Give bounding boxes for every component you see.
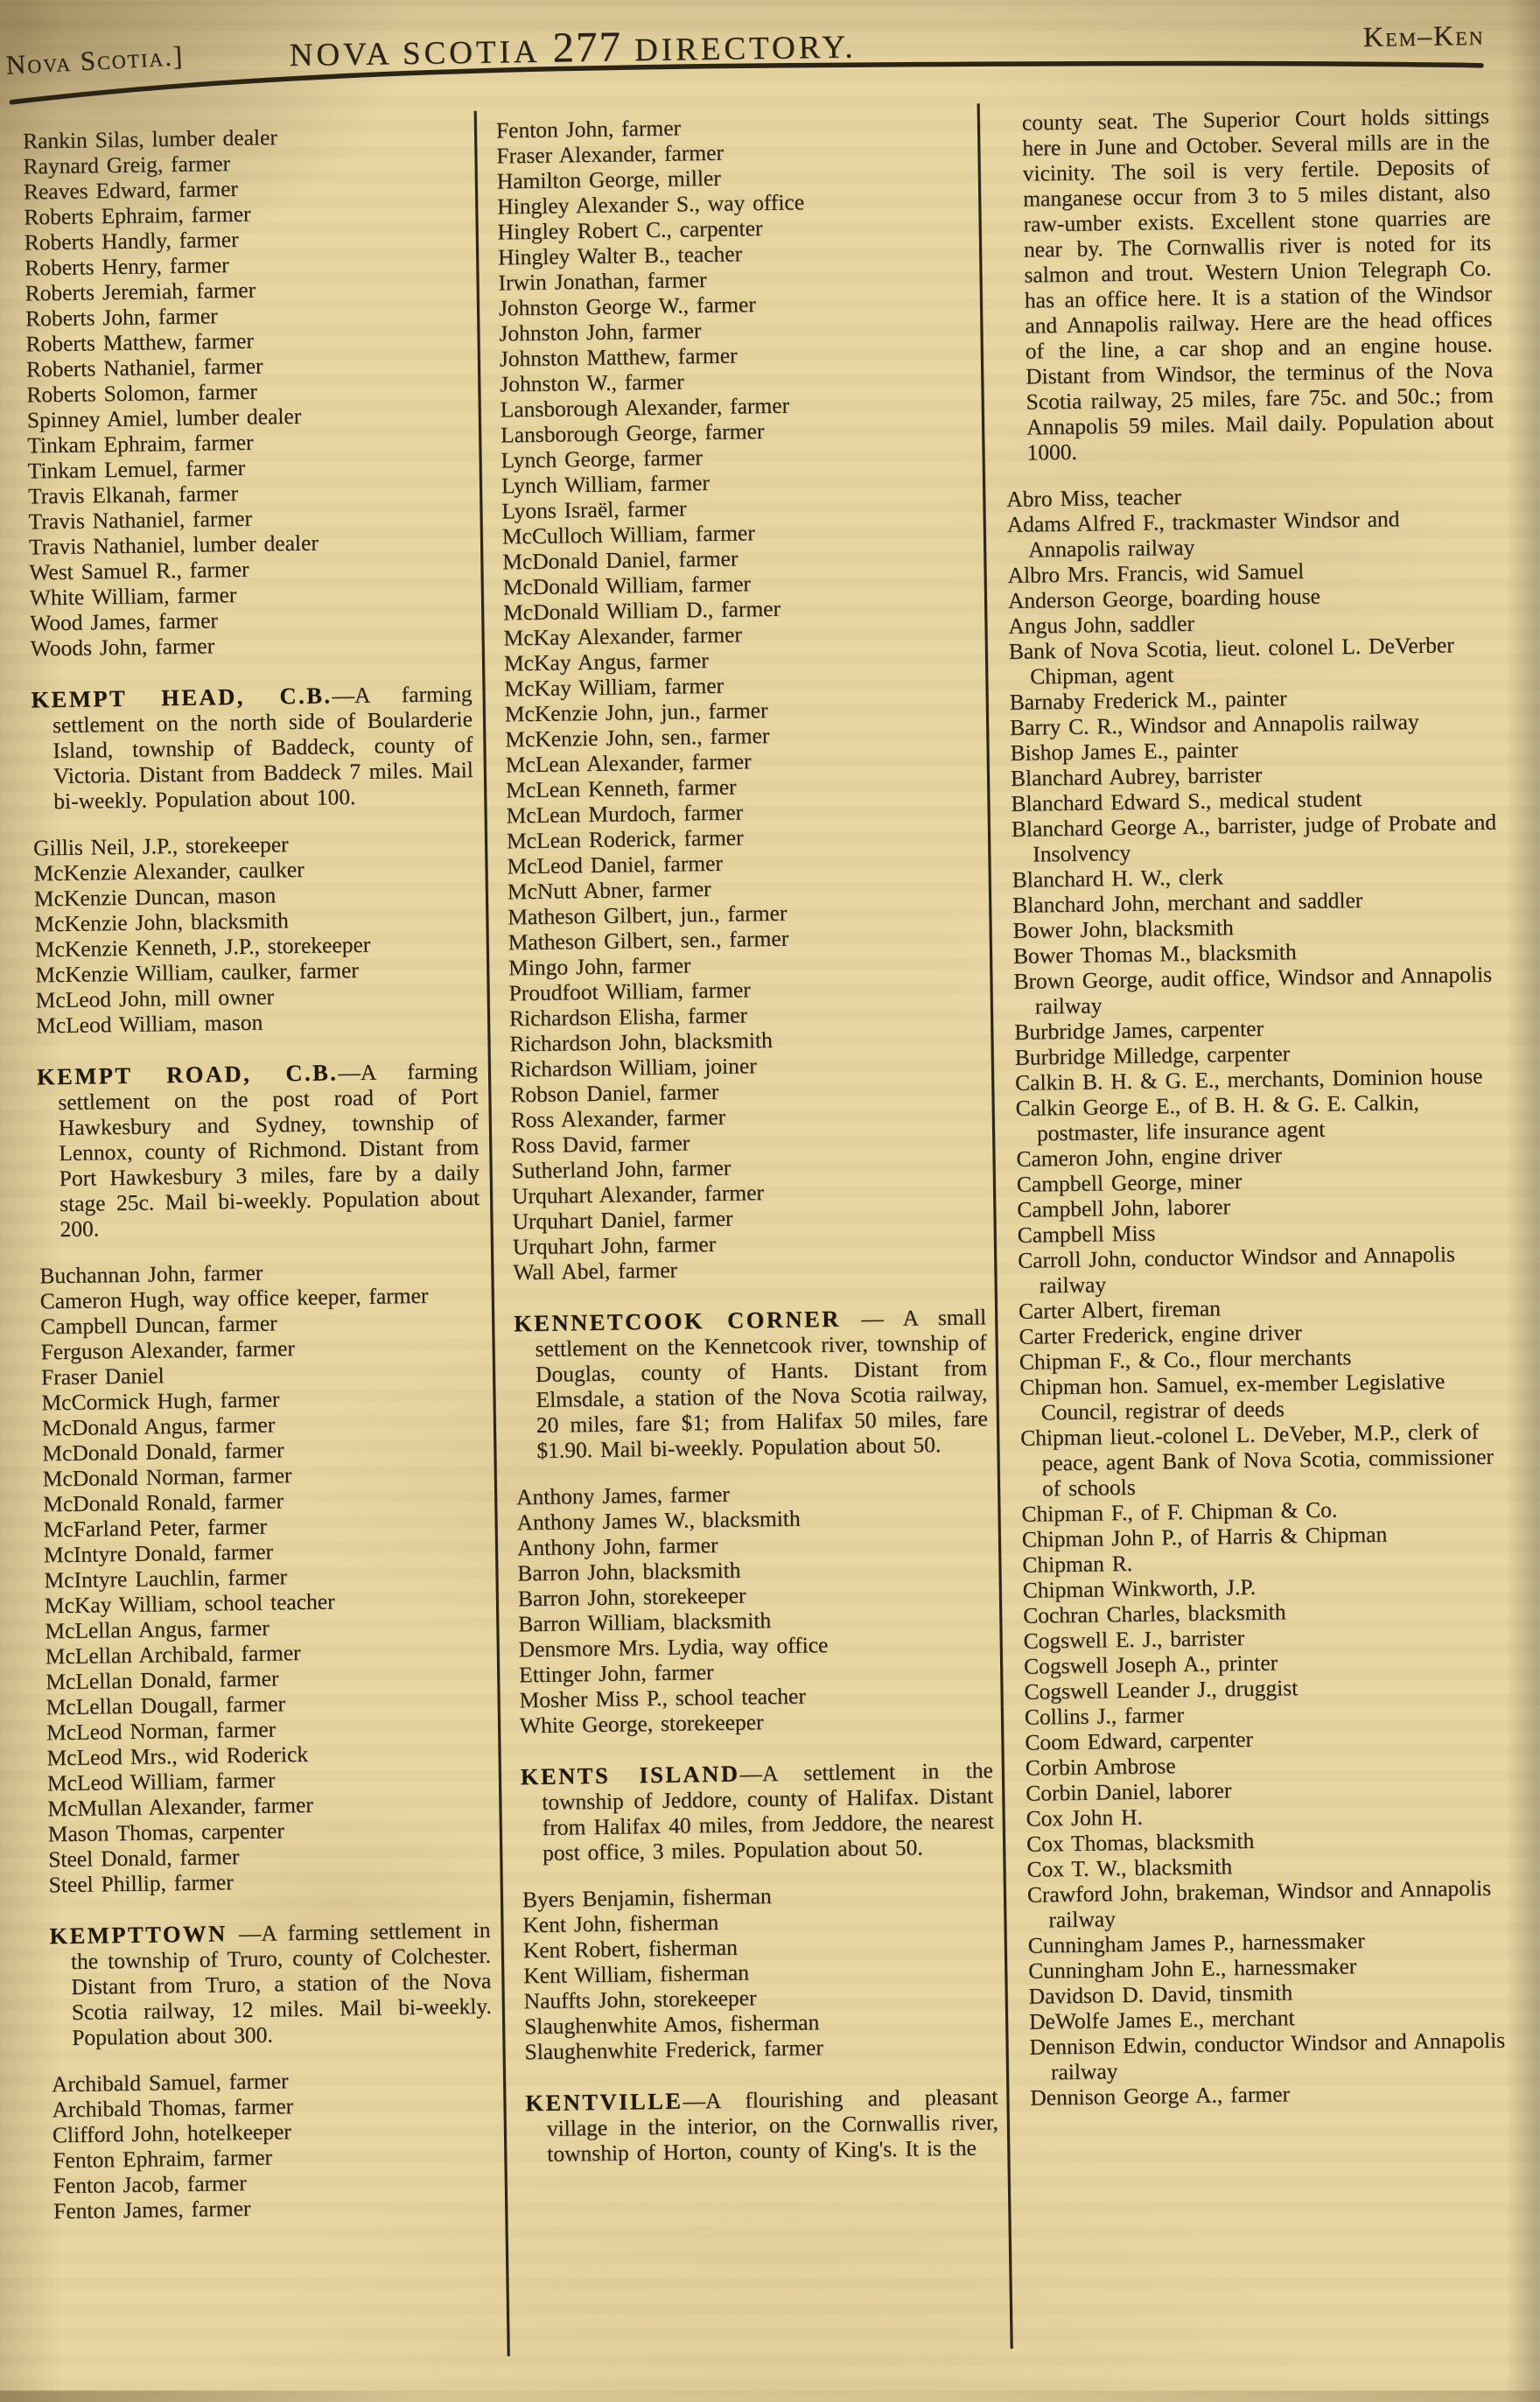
directory-entry: Abro Miss, teacher — [1006, 483, 1182, 512]
directory-entry: Barron John, storekeeper — [517, 1582, 746, 1612]
directory-entry: Hingley Walter B., teacher — [497, 241, 743, 270]
directory-entry: Blanchard Aubrey, barrister — [1010, 761, 1263, 791]
directory-entry: Proudfoot William, farmer — [508, 977, 751, 1006]
directory-entry: McKenzie William, caulker, farmer — [35, 956, 360, 988]
entry-list — [52, 2065, 495, 2223]
directory-entry: Cox T. W., blacksmith — [1026, 1853, 1233, 1882]
directory-entry: Crawford John, brakeman, Windsor and Annapolis railway — [1026, 1874, 1492, 1933]
directory-entry: Kent William, fisherman — [523, 1959, 750, 1989]
settlement-heading: KEMPT HEAD, C.B. — [31, 682, 332, 713]
directory-entry: McLellan Donald, farmer — [45, 1665, 279, 1695]
directory-entry: Burbridge Milledge, carpenter — [1014, 1040, 1291, 1070]
directory-entry: Slaughenwhite Amos, fisherman — [523, 2009, 820, 2040]
directory-entry: Collins J., farmer — [1024, 1702, 1185, 1730]
directory-entry: Barron William, blacksmith — [518, 1607, 772, 1637]
directory-entry: Nauffts John, storekeeper — [523, 1985, 757, 2014]
directory-entry: Spinney Amiel, lumber dealer — [26, 403, 302, 433]
directory-entry: Blanchard H. W., clerk — [1012, 864, 1224, 893]
directory-entry: Corbin Ambrose — [1025, 1753, 1176, 1781]
directory-entry: Bank of Nova Scotia, lieut. colonel L. DeVerber Chipman, agent — [1008, 632, 1454, 690]
directory-entry: Anderson George, boarding house — [1007, 583, 1321, 613]
column-2 — [477, 100, 1011, 2368]
directory-entry: Roberts Ephraim, farmer — [24, 200, 251, 230]
directory-entry: Fenton James, farmer — [52, 2195, 251, 2224]
directory-entry: Cochran Charles, blacksmith — [1022, 1599, 1286, 1628]
directory-entry: Archibald Thomas, farmer — [52, 2093, 294, 2123]
directory-entry: Archibald Samuel, farmer — [51, 2068, 289, 2097]
directory-entry: Cunningham James P., harnessmaker — [1027, 1928, 1365, 1958]
directory-entry: Chipman R. — [1022, 1550, 1133, 1578]
settlement-section — [521, 1757, 995, 1866]
directory-entry: Anthony James W., blacksmith — [516, 1505, 801, 1536]
directory-entry: Steel Phillip, farmer — [48, 1869, 234, 1898]
heading-dash: — — [332, 683, 355, 709]
directory-entry: McKay William, school teacher — [44, 1588, 335, 1619]
directory-entry: McFarland Peter, farmer — [43, 1513, 268, 1543]
directory-entry: McKenzie Alexander, caulker — [33, 856, 304, 886]
directory-entry: Johnston Matthew, farmer — [499, 342, 738, 372]
entry-list — [522, 1880, 998, 2064]
directory-entry: Campbell John, laborer — [1017, 1194, 1231, 1222]
directory-entry: Calkin George E., of B. H. & G. E. Calkin, postmaster, life insurance agent — [1015, 1089, 1419, 1146]
directory-entry: Cunningham John E., harnessmaker — [1028, 1953, 1357, 1984]
directory-entry: Anthony James, farmer — [515, 1481, 730, 1510]
directory-entry: Wood James, farmer — [30, 607, 219, 636]
directory-entry: McDonald Ronald, farmer — [42, 1488, 284, 1517]
running-title-right: Kem–Ken — [1362, 18, 1485, 53]
directory-entry: McDonald Angus, farmer — [41, 1411, 276, 1441]
settlement-description: A farming settlement on the post road of Port Hawkesbury and Sydney, township of Lennox, county of Richmond. Distant from Port Hawkesbury 3 miles, fare by a daily stage 25c. Mail bi-weekly. Population about 200. — [58, 1057, 480, 1243]
directory-entry: McDonald William D., farmer — [502, 595, 781, 626]
directory-entry: Brown George, audit office, Windsor and Annapolis railway — [1013, 961, 1493, 1019]
directory-entry: Blanchard George A., barrister, judge of Probate and Insolvency — [1011, 809, 1497, 867]
directory-entry: Barron John, blacksmith — [517, 1557, 741, 1586]
directory-entry: Johnston W., farmer — [500, 368, 684, 397]
settlement-section — [525, 2083, 998, 2167]
directory-entry: Wall Abel, farmer — [513, 1257, 678, 1285]
directory-entry: Clifford John, hotelkeeper — [52, 2118, 292, 2148]
directory-entry: Chipman John P., of Harris & Chipman — [1021, 1521, 1388, 1552]
directory-entry: Fenton Ephraim, farmer — [52, 2144, 273, 2174]
directory-entry: Johnston John, farmer — [499, 318, 702, 347]
directory-entry: Angus John, saddler — [1008, 610, 1195, 639]
directory-entry: Cox John H. — [1026, 1803, 1144, 1831]
directory-entry: Kent John, fisherman — [522, 1908, 719, 1938]
directory-entry: Burbridge James, carpenter — [1014, 1015, 1264, 1045]
settlement-heading: KENTS ISLAND — [520, 1760, 740, 1790]
directory-entry: DeWolfe James E., merchant — [1028, 2005, 1295, 2034]
directory-entry: Bower John, blacksmith — [1012, 914, 1234, 943]
directory-entry: Irwin Jonathan, farmer — [498, 266, 707, 296]
directory-entry: McKenzie Duncan, mason — [33, 882, 276, 912]
directory-entry: McLeod William, mason — [35, 1009, 263, 1039]
directory-entry: Richardson William, joiner — [509, 1053, 757, 1082]
directory-entry: White George, storekeeper — [519, 1709, 764, 1739]
directory-entry: Hamilton George, miller — [496, 165, 721, 194]
settlement-description: A settlement in the township of Jeddore, county of Halifax. Distant from Halifax 40 miles, from Jeddore, the nearest post office, 3 miles. Population about 50. — [542, 1757, 994, 1866]
directory-entry: McKay Alexander, farmer — [503, 621, 743, 651]
directory-entry: Fenton John, farmer — [495, 115, 682, 144]
directory-entry: Mosher Miss P., school teacher — [519, 1683, 807, 1713]
directory-entry: Cogswell E. J., barrister — [1023, 1625, 1245, 1654]
heading-dash: — — [227, 1920, 262, 1947]
directory-entry: Cox Thomas, blacksmith — [1026, 1827, 1255, 1857]
directory-entry: McDonald William, farmer — [502, 571, 752, 600]
directory-entry: Matheson Gilbert, sen., farmer — [508, 925, 789, 956]
entry-list — [23, 122, 472, 661]
directory-entry: Travis Nathaniel, lumber dealer — [28, 529, 319, 560]
directory-entry: Johnston George W., farmer — [498, 291, 757, 321]
directory-entry: Hingley Robert C., carpenter — [497, 215, 763, 245]
settlement-description: A small settlement on the Kennetcook river, township of Douglas, county of Hants. Distant from Elmsdale, a station of the Nova Scotia railway, 20 miles, fare $1; from Halifax 50 miles, fare $1.90. Mail bi-weekly. Population about 50. — [535, 1304, 989, 1464]
directory-entry: Fenton Jacob, farmer — [52, 2170, 247, 2199]
directory-entry: Ferguson Alexander, farmer — [40, 1335, 296, 1365]
directory-entry: Albro Mrs. Francis, wid Samuel — [1007, 557, 1305, 588]
directory-entry: Lyons Israël, farmer — [501, 495, 687, 524]
directory-entry: McKenzie Kenneth, J.P., storekeeper — [34, 931, 371, 963]
directory-entry: Adams Alfred F., trackmaster Windsor and Annapolis railway — [1006, 506, 1400, 563]
directory-entry: Roberts Henry, farmer — [24, 252, 229, 281]
directory-entry: McKay Angus, farmer — [503, 648, 709, 676]
directory-entry: McKenzie John, sen., farmer — [505, 722, 770, 753]
directory-entry: Tinkam Lemuel, farmer — [27, 454, 246, 484]
directory-entry: Corbin Daniel, laborer — [1026, 1777, 1232, 1806]
settlement-description: A farming settlement in the township of Truro, county of Colchester. Distant from Truro, a station of the Nova Scotia railway, 12 miles. Mail bi-weekly. Population about 300. — [70, 1916, 492, 2050]
directory-entry: Roberts Jeremiah, farmer — [24, 277, 256, 306]
directory-entry: Rankin Silas, lumber dealer — [22, 124, 278, 154]
directory-entry: McLean Roderick, farmer — [506, 824, 744, 854]
directory-entry: Tinkam Ephraim, farmer — [27, 429, 254, 459]
directory-entry: Ross David, farmer — [510, 1130, 690, 1159]
directory-entry: Cameron John, engine driver — [1016, 1142, 1283, 1172]
directory-entry: McMullan Alexander, farmer — [47, 1791, 314, 1822]
directory-entry: McKenzie John, blacksmith — [34, 907, 289, 937]
directory-entry: Kent Robert, fisherman — [522, 1934, 738, 1964]
settlement-section — [31, 681, 473, 814]
entry-list — [1006, 480, 1518, 2111]
directory-entry: Chipman lieut.-colonel L. DeVeber, M.P., clerk of peace, agent Bank of Nova Scotia, commissioner of schools — [1019, 1418, 1494, 1502]
directory-entry: Roberts Nathaniel, farmer — [25, 353, 263, 382]
directory-entry: Cameron Hugh, way office keeper, farmer — [39, 1282, 429, 1314]
directory-entry: Dennison George A., farmer — [1030, 2081, 1291, 2111]
directory-entry: Matheson Gilbert, jun., farmer — [508, 900, 788, 930]
directory-entry: McLeod Daniel, farmer — [507, 850, 724, 879]
settlement-description: A flourishing and pleasant village in the interior, on the Cornwallis river, township of Horton, county of King's. It is the — [546, 2083, 999, 2167]
directory-entry: Cogswell Leander J., druggist — [1024, 1675, 1298, 1705]
directory-entry: McLean Alexander, farmer — [505, 748, 752, 778]
directory-entry: McLeod Mrs., wid Roderick — [46, 1740, 309, 1771]
directory-entry: McLeod John, mill owner — [35, 984, 275, 1013]
settlement-heading: KENTVILLE — [525, 2087, 683, 2117]
title-left-text: NOVA SCOTIA — [289, 33, 541, 74]
directory-entry: McLeod William, farmer — [46, 1767, 276, 1796]
directory-entry: Carter Albert, fireman — [1018, 1295, 1222, 1324]
directory-entry: Robson Daniel, farmer — [510, 1078, 719, 1108]
directory-entry: Coom Edward, carpenter — [1025, 1726, 1254, 1755]
settlement-description: A farming settlement on the north side of Boularderie Island, township of Baddeck, county of Victoria. Distant from Baddeck 7 miles. Mail bi-weekly. Population about 100. — [52, 681, 474, 815]
entry-list — [516, 1477, 992, 1738]
directory-entry: Travis Nathaniel, farmer — [28, 505, 253, 535]
heading-dash: — — [739, 1761, 763, 1787]
directory-entry: Cogswell Joseph A., printer — [1023, 1649, 1278, 1679]
directory-entry: Byers Benjamin, fisherman — [522, 1883, 772, 1913]
entry-list — [33, 829, 477, 1038]
directory-entry: Roberts John, farmer — [24, 303, 218, 332]
directory-entry: Travis Elkanah, farmer — [27, 480, 239, 509]
directory-entry: McCormick Hugh, farmer — [41, 1386, 280, 1416]
directory-entry: McDonald Norman, farmer — [42, 1462, 292, 1492]
settlement-heading: KEMPTTOWN — [49, 1920, 228, 1950]
directory-entry: Lansborough Alexander, farmer — [500, 392, 790, 423]
entry-list — [496, 111, 986, 1285]
directory-entry: Chipman Winkworth, J.P. — [1022, 1573, 1256, 1603]
directory-entry: Mason Thomas, carpenter — [47, 1817, 285, 1847]
heading-dash: — — [840, 1305, 903, 1332]
column-1 — [0, 108, 508, 2376]
directory-entry: McNutt Abner, farmer — [507, 875, 711, 905]
directory-entry: White William, farmer — [29, 582, 237, 611]
directory-entry: Bower Thomas M., blacksmith — [1012, 939, 1297, 969]
directory-entry: Barry C. R., Windsor and Annapolis railway — [1009, 708, 1419, 740]
directory-entry: McLeod Norman, farmer — [46, 1716, 276, 1746]
directory-entry: Campbell Miss — [1017, 1220, 1156, 1248]
directory-entry: West Samuel R., farmer — [29, 556, 249, 585]
directory-entry: McLellan Archibald, farmer — [45, 1640, 301, 1670]
directory-entry: Chipman F., & Co., flour merchants — [1018, 1344, 1352, 1375]
directory-entry: Campbell George, miner — [1016, 1168, 1242, 1197]
directory-entry: Richardson Elisha, farmer — [508, 1002, 748, 1032]
directory-entry: Reaves Edward, farmer — [23, 175, 239, 205]
directory-entry: Fraser Alexander, farmer — [496, 139, 724, 169]
directory-entry: McLellan Angus, farmer — [45, 1614, 270, 1644]
settlement-section — [49, 1917, 492, 2050]
directory-entry: Anthony John, farmer — [516, 1531, 718, 1561]
directory-entry: McDonald Donald, farmer — [42, 1437, 284, 1467]
directory-entry: Ettinger John, farmer — [518, 1659, 714, 1688]
directory-entry: Calkin B. H. & G. E., merchants, Dominion house — [1014, 1062, 1483, 1096]
directory-entry: McLean Murdoch, farmer — [506, 799, 744, 829]
directory-entry: McKay William, farmer — [504, 672, 724, 702]
running-title-left: Nova Scotia.] — [4, 39, 185, 81]
directory-entry: McDonald Daniel, farmer — [502, 545, 738, 575]
directory-entry: Chipman F., of F. Chipman & Co. — [1021, 1496, 1338, 1527]
directory-entry: Roberts Solomon, farmer — [26, 378, 258, 408]
directory-entry: Hingley Alexander S., way office — [497, 189, 805, 220]
directory-entry: Urquhart John, farmer — [512, 1230, 717, 1260]
directory-entry: Blanchard Edward S., medical student — [1011, 785, 1362, 816]
directory-entry: Campbell Duncan, farmer — [39, 1310, 277, 1340]
directory-entry: Steel Donald, farmer — [48, 1844, 240, 1873]
directory-entry: Lansborough George, farmer — [500, 418, 765, 448]
directory-entry: Richardson John, blacksmith — [509, 1026, 773, 1057]
directory-entry: Davidson D. David, tinsmith — [1028, 1979, 1293, 2009]
directory-entry: Ross Alexander, farmer — [510, 1103, 726, 1133]
directory-entry: Mingo John, farmer — [508, 952, 691, 981]
directory-entry: Lynch William, farmer — [500, 469, 710, 499]
settlement-heading: KEMPT ROAD, C.B. — [36, 1059, 339, 1090]
heading-dash: — — [338, 1059, 361, 1086]
directory-entry: Chipman hon. Samuel, ex-member Legislative Council, registrar of deeds — [1019, 1368, 1446, 1425]
directory-entry: Urquhart Alexander, farmer — [511, 1180, 765, 1209]
directory-entry: McCulloch William, farmer — [501, 520, 755, 550]
directory-entry: McIntyre Lauchlin, farmer — [44, 1564, 288, 1593]
column-3 — [980, 92, 1540, 2361]
entry-list — [39, 1257, 490, 1897]
directory-entry: Raynard Greig, farmer — [23, 151, 231, 179]
directory-entry: Bishop James E., painter — [1010, 737, 1239, 766]
directory-entry: Carroll John, conductor Windsor and Annapolis railway — [1017, 1241, 1456, 1299]
columns-area — [0, 92, 1540, 2376]
directory-entry: Woods John, farmer — [30, 633, 215, 662]
directory-entry: Dennison Edwin, conductor Windsor and Annapolis railway — [1029, 2027, 1506, 2085]
title-right-text: DIRECTORY. — [634, 29, 857, 69]
settlement-heading: KENNETCOOK CORNER — [513, 1305, 842, 1337]
directory-entry: Fraser Daniel — [40, 1362, 164, 1390]
directory-entry: Carter Frederick, engine driver — [1018, 1320, 1302, 1349]
directory-entry: McLellan Dougall, farmer — [46, 1691, 286, 1720]
directory-entry: Blanchard John, merchant and saddler — [1012, 886, 1363, 918]
directory-entry: Roberts Matthew, farmer — [25, 327, 255, 357]
page-number: 277 — [552, 22, 623, 72]
directory-entry: Urquhart Daniel, farmer — [512, 1205, 733, 1235]
directory-entry: Densmore Mrs. Lydia, way office — [518, 1632, 829, 1663]
directory-entry: McKenzie John, jun., farmer — [504, 697, 768, 727]
settlement-section — [37, 1058, 480, 1242]
directory-entry: McIntyre Donald, farmer — [43, 1538, 274, 1568]
heading-dash: — — [682, 2088, 706, 2114]
directory-entry: Slaughenwhite Frederick, farmer — [524, 2034, 824, 2065]
directory-entry: Sutherland John, farmer — [511, 1154, 732, 1184]
continued-description: county seat. The Superior Court holds sittings here in June and October. Several mills are in the vicinity. The soil is very fertile. Deposits of manganese occur from 3 to 5 miles distant, also raw-umber exists. Excellent stone quarries are near by. The Cornwallis river is noted for its salmon and trout. Western Union Telegraph Co. has an office here. It is a station of the Windsor and Annapolis railway. Here are the head offices of the line, a car shop and an engine house. Distant from Windsor, the terminus of the Nova Scotia railway, 25 miles, fare 75c. and 50c.; from Annapolis 59 miles. Mail daily. Population about 1000. — [1021, 102, 1494, 466]
directory-entry: Barnaby Frederick M., painter — [1009, 685, 1287, 715]
directory-entry: Roberts Handly, farmer — [24, 226, 239, 256]
directory-entry: Gillis Neil, J.P., storekeeper — [32, 831, 289, 861]
settlement-section — [514, 1304, 989, 1463]
directory-entry: Lynch George, farmer — [500, 445, 704, 473]
directory-entry: Buchannan John, farmer — [39, 1259, 263, 1289]
directory-entry: McLean Kenneth, farmer — [505, 774, 737, 803]
